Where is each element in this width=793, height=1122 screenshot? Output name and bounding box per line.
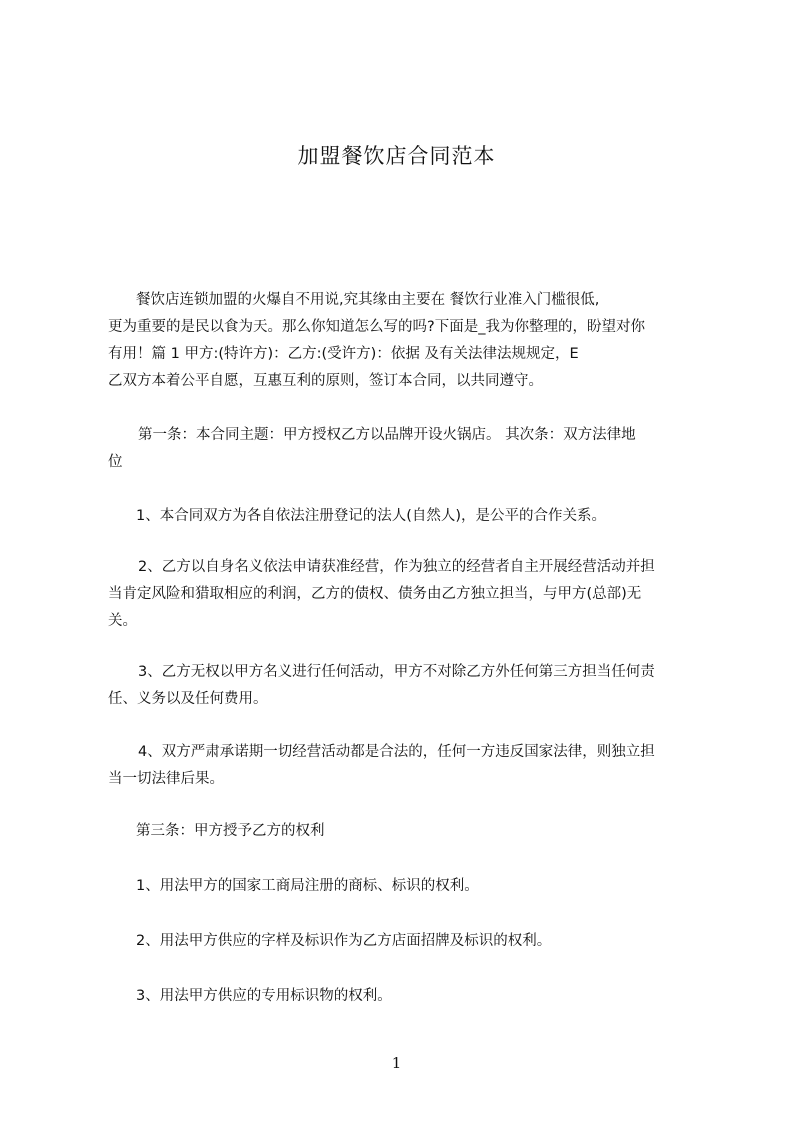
item-1-text: 1、本合同双方为各自依法注册登记的法人(自然人)，是公平的合作关系。	[136, 508, 607, 524]
item-2-line-1: 2、乙方以自身名义依法申请获准经营，作为独立的经营者自主开展经营活动并担	[138, 559, 655, 575]
item-1	[136, 503, 606, 530]
item-4-line-2: 当一切法律后果。	[108, 771, 224, 787]
item-3	[108, 659, 655, 713]
article1-line-1: 第一条：本合同主题：甲方授权乙方以品牌开设火锅店。 其次条：双方法律地	[138, 427, 636, 443]
article1-paragraph	[108, 422, 636, 476]
right-2-text: 2、用法甲方供应的字样及标识作为乙方店面招牌及标识的权利。	[136, 933, 552, 949]
item-2-line-2: 当肯定风险和猎取相应的利润，乙方的债权、债务由乙方独立担当，与甲方(总部)无	[108, 586, 642, 602]
right-3	[136, 983, 392, 1010]
document-title: 加盟餐饮店合同范本	[297, 144, 496, 168]
intro-line-3: 有用！篇 1 甲方:(特许方)：乙方:(受许方)：依据 及有关法律法规规定，Ε	[108, 346, 579, 362]
article3-heading	[136, 818, 325, 845]
right-3-text: 3、用法甲方供应的专用标识物的权利。	[136, 988, 392, 1004]
intro-line-4: 乙双方本着公平自愿，互惠互利的原则，签订本合同，以共同遵守。	[108, 373, 543, 389]
right-2	[136, 928, 551, 955]
item-4	[108, 739, 655, 793]
article3-heading-text: 第三条：甲方授予乙方的权利	[136, 823, 325, 839]
page-number: 1	[391, 1054, 402, 1072]
intro-line-1: 餐饮店连锁加盟的火爆自不用说,究其缘由主要在 餐饮行业准入门槛很低,	[136, 292, 600, 308]
right-1	[136, 873, 479, 900]
item-2-line-3: 关。	[108, 613, 137, 629]
intro-paragraph	[108, 287, 645, 395]
right-1-text: 1、用法甲方的国家工商局注册的商标、标识的权利。	[136, 878, 479, 894]
item-3-line-1: 3、乙方无权以甲方名义进行任何活动，甲方不对除乙方外任何第三方担当任何责	[138, 664, 655, 680]
item-3-line-2: 任、义务以及任何费用。	[108, 691, 268, 707]
item-4-line-1: 4、双方严肃承诺期一切经营活动都是合法的，任何一方违反国家法律，则独立担	[138, 744, 655, 760]
article1-line-2: 位	[108, 454, 123, 470]
intro-line-2: 更为重要的是民以食为天。那么你知道怎么写的吗?下面是_我为你整理的，盼望对你	[108, 319, 645, 335]
item-2	[108, 554, 655, 635]
